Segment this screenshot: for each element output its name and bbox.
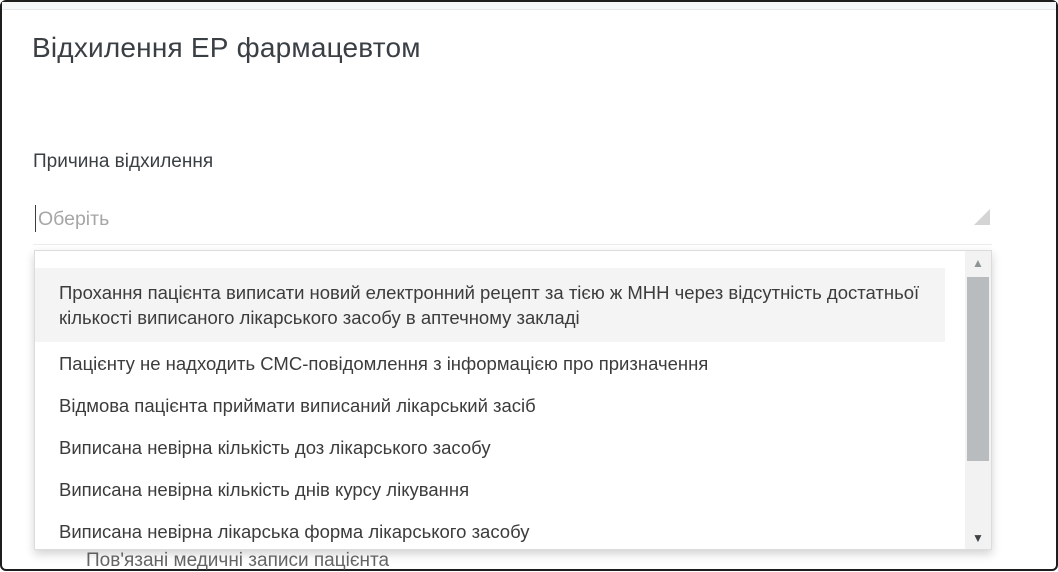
dropdown-option[interactable]: Виписана невірна кількість днів курсу лікування: [59, 478, 470, 500]
top-strip: [2, 2, 1056, 10]
obscured-text-fragment: Пов'язані медичні записи пацієнта: [86, 550, 390, 571]
scrollbar-thumb[interactable]: [967, 277, 989, 461]
text-cursor: [35, 205, 36, 232]
reason-dropdown: [34, 250, 992, 550]
dropdown-option[interactable]: Прохання пацієнта виписати новий електронний рецепт за тією ж МНН через відсутність достатньої кількості виписаного лікарського засобу в аптечному закладі: [35, 268, 945, 342]
reason-label: Причина відхилення: [33, 151, 214, 172]
dropdown-option[interactable]: Пацієнту не надходить СМС-повідомлення з інформацією про призначення: [59, 352, 709, 374]
select-expand-icon[interactable]: [974, 209, 990, 225]
reason-select[interactable]: [33, 197, 992, 245]
scroll-down-icon[interactable]: ▼: [972, 531, 984, 545]
options-list: [35, 251, 965, 552]
page-title: Відхилення ЕР фармацевтом: [32, 32, 421, 63]
select-placeholder: Оберіть: [38, 208, 110, 230]
dropdown-scrollbar[interactable]: [965, 251, 991, 549]
dropdown-option[interactable]: Виписана невірна кількість доз лікарського засобу: [59, 436, 491, 458]
scroll-up-icon[interactable]: ▲: [972, 256, 984, 270]
dropdown-option[interactable]: Відмова пацієнта приймати виписаний лікарський засіб: [59, 394, 536, 416]
dropdown-option[interactable]: Виписана невірна лікарська форма лікарського засобу: [59, 520, 530, 542]
